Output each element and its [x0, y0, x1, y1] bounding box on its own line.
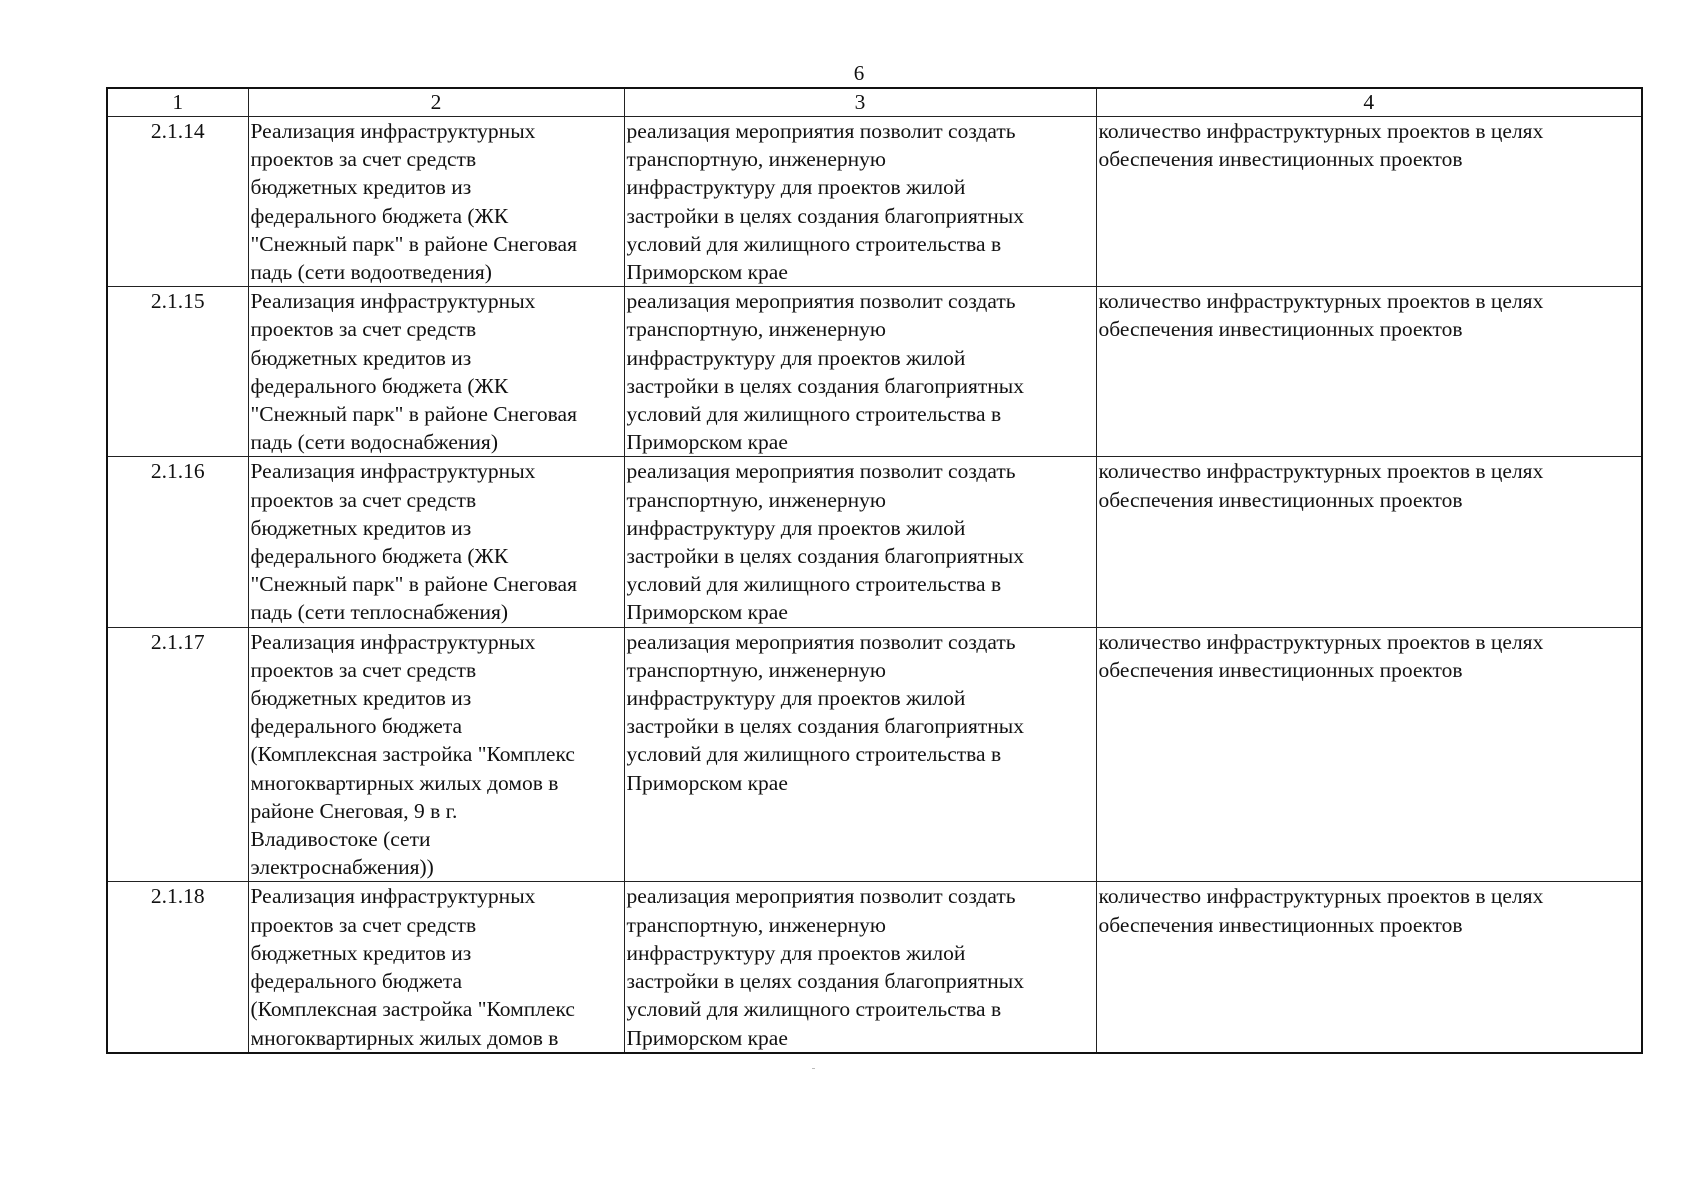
cell-text-line: Реализация инфраструктурных [250, 629, 536, 654]
header-col-2: 2 [248, 88, 624, 117]
header-col-4: 4 [1096, 88, 1642, 117]
measure-effect-cell [624, 287, 1096, 457]
cell-text-line: обеспечения инвестиционных проектов [1098, 317, 1463, 342]
cell-text-line: реализация мероприятия позволит создать [626, 629, 1016, 654]
cell-text-line: "Снежный парк" в районе Снеговая [250, 572, 577, 597]
cell-text-line: Приморском крае [626, 770, 788, 795]
indicator-cell [1096, 627, 1642, 882]
cell-text-line: Владивостоке (сети [250, 827, 431, 852]
cell-text-line: инфраструктуру для проектов жилой [626, 940, 966, 965]
table-header [107, 88, 1642, 117]
table-row [107, 457, 1642, 627]
cell-text-line: проектов за счет средств [250, 657, 477, 682]
cell-text-line: проектов за счет средств [250, 912, 477, 937]
cell-text-line: Реализация инфраструктурных [250, 119, 536, 143]
table-row [107, 882, 1642, 1053]
cell-text-line: транспортную, инженерную [626, 657, 886, 682]
cell-text-line: инфраструктуру для проектов жилой [626, 345, 966, 370]
cell-text-line: транспортную, инженерную [626, 912, 886, 937]
cell-text-line: условий для жилищного строительства в [626, 402, 1002, 427]
cell-text-line: условий для жилищного строительства в [626, 572, 1002, 597]
cell-text-line: транспортную, инженерную [626, 317, 886, 342]
indicator-cell [1096, 287, 1642, 457]
cell-text-line: застройки в целях создания благоприятных [626, 373, 1024, 398]
cell-text-line: реализация мероприятия позволит создать [626, 119, 1016, 143]
row-number: 2.1.17 [107, 627, 248, 882]
cell-text-line: проектов за счет средств [250, 487, 477, 512]
cell-text-line: обеспечения инвестиционных проектов [1098, 912, 1463, 937]
measure-effect-cell [624, 117, 1096, 287]
cell-text-line: бюджетных кредитов из [250, 345, 472, 370]
cell-text-line: (Комплексная застройка "Комплекс [250, 997, 575, 1022]
cell-text-line: Приморском крае [626, 1025, 788, 1050]
table-row [107, 287, 1642, 457]
cell-text-line: бюджетных кредитов из [250, 940, 472, 965]
cell-text-line: федерального бюджета (ЖК [250, 373, 509, 398]
cell-text-line: инфраструктуру для проектов жилой [626, 175, 966, 200]
cell-text-line: застройки в целях создания благоприятных [626, 544, 1024, 569]
cell-text-line: федерального бюджета [250, 969, 463, 994]
cell-text-line: количество инфраструктурных проектов в целях [1098, 289, 1544, 314]
cell-text-line: федерального бюджета (ЖК [250, 203, 509, 228]
table-body [107, 117, 1642, 1053]
cell-text-line: проектов за счет средств [250, 317, 477, 342]
page-number: 6 [853, 61, 865, 85]
cell-text-line: Приморском крае [626, 430, 788, 455]
header-col-3: 3 [624, 88, 1096, 117]
indicator-cell [1096, 882, 1642, 1053]
measure-effect-cell [624, 882, 1096, 1053]
cell-text-line: "Снежный парк" в районе Снеговая [250, 402, 577, 427]
measure-name-cell [248, 117, 624, 287]
cell-text-line: падь (сети водоотведения) [250, 260, 492, 285]
cell-text-line: бюджетных кредитов из [250, 686, 472, 711]
measure-name-cell [248, 457, 624, 627]
cell-text-line: инфраструктуру для проектов жилой [626, 686, 966, 711]
cell-text-line: электроснабжения)) [250, 855, 434, 880]
cell-text-line: реализация мероприятия позволит создать [626, 289, 1016, 314]
header-row [107, 88, 1642, 117]
measure-effect-cell [624, 457, 1096, 627]
cell-text-line: реализация мероприятия позволит создать [626, 459, 1016, 484]
row-number: 2.1.15 [107, 287, 248, 457]
cell-text-line: многоквартирных жилых домов в [250, 1025, 559, 1050]
cell-text-line: обеспечения инвестиционных проектов [1098, 487, 1463, 512]
cell-text-line: (Комплексная застройка "Комплекс [250, 742, 575, 767]
cell-text-line: федерального бюджета [250, 714, 463, 739]
scan-artifact [812, 1068, 815, 1069]
cell-text-line: обеспечения инвестиционных проектов [1098, 147, 1463, 172]
cell-text-line: количество инфраструктурных проектов в целях [1098, 119, 1544, 143]
cell-text-line: федерального бюджета (ЖК [250, 544, 509, 569]
cell-text-line: падь (сети теплоснабжения) [250, 600, 509, 625]
cell-text-line: застройки в целях создания благоприятных [626, 969, 1024, 994]
cell-text-line: Приморском крае [626, 260, 788, 285]
measure-name-cell [248, 287, 624, 457]
cell-text-line: условий для жилищного строительства в [626, 231, 1002, 256]
cell-text-line: бюджетных кредитов из [250, 515, 472, 540]
cell-text-line: транспортную, инженерную [626, 487, 886, 512]
measure-effect-cell [624, 627, 1096, 882]
row-number: 2.1.16 [107, 457, 248, 627]
row-number: 2.1.18 [107, 882, 248, 1053]
cell-text-line: Приморском крае [626, 600, 788, 625]
cell-text-line: обеспечения инвестиционных проектов [1098, 657, 1463, 682]
cell-text-line: застройки в целях создания благоприятных [626, 714, 1024, 739]
cell-text-line: реализация мероприятия позволит создать [626, 884, 1016, 909]
cell-text-line: количество инфраструктурных проектов в целях [1098, 884, 1544, 909]
cell-text-line: проектов за счет средств [250, 147, 477, 172]
cell-text-line: количество инфраструктурных проектов в целях [1098, 629, 1544, 654]
cell-text-line: падь (сети водоснабжения) [250, 430, 498, 455]
row-number: 2.1.14 [107, 117, 248, 287]
cell-text-line: Реализация инфраструктурных [250, 459, 536, 484]
cell-text-line: многоквартирных жилых домов в [250, 770, 559, 795]
measure-name-cell [248, 627, 624, 882]
cell-text-line: "Снежный парк" в районе Снеговая [250, 231, 577, 256]
cell-text-line: инфраструктуру для проектов жилой [626, 515, 966, 540]
cell-text-line: бюджетных кредитов из [250, 175, 472, 200]
cell-text-line: застройки в целях создания благоприятных [626, 203, 1024, 228]
table-row [107, 627, 1642, 882]
measure-name-cell [248, 882, 624, 1053]
header-col-1: 1 [107, 88, 248, 117]
cell-text-line: условий для жилищного строительства в [626, 742, 1002, 767]
cell-text-line: транспортную, инженерную [626, 147, 886, 172]
cell-text-line: условий для жилищного строительства в [626, 997, 1002, 1022]
cell-text-line: Реализация инфраструктурных [250, 289, 536, 314]
table-row [107, 117, 1642, 287]
measures-table [106, 87, 1643, 1054]
cell-text-line: количество инфраструктурных проектов в целях [1098, 459, 1544, 484]
cell-text-line: районе Снеговая, 9 в г. [250, 798, 458, 823]
indicator-cell [1096, 117, 1642, 287]
cell-text-line: Реализация инфраструктурных [250, 884, 536, 909]
indicator-cell [1096, 457, 1642, 627]
